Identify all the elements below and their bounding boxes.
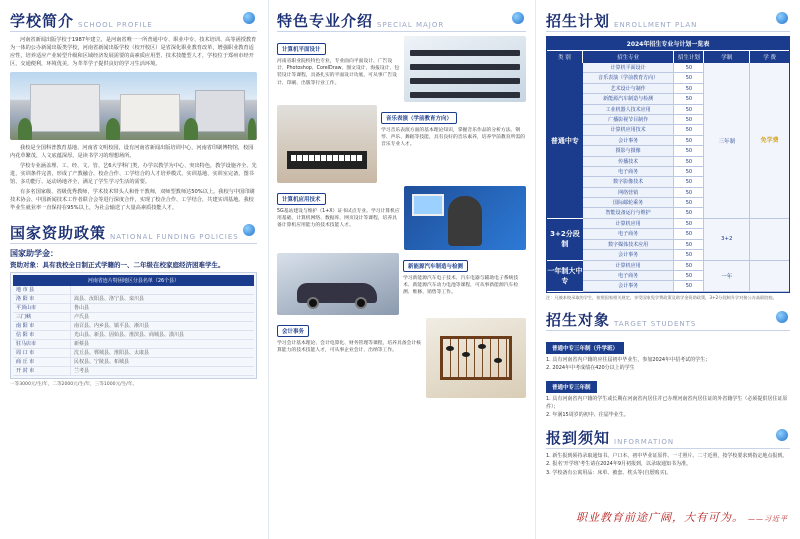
header-quota: 招生计划 xyxy=(674,51,704,63)
county-area: 开 封 市 xyxy=(13,367,71,375)
plan-major: 音乐表演（学前教育方向） xyxy=(583,73,675,83)
plan-quota: 50 xyxy=(674,188,704,198)
computer-photo xyxy=(404,186,526,250)
county-table xyxy=(10,272,257,379)
funding-header xyxy=(10,218,257,244)
enrollment-table-title: 2024年招生专业与计划一览表 xyxy=(547,37,789,50)
plan-note: 注：凡被本校录取的学生，按照国家相关规定，享受国家免学费政策及助学金资助政策，3+2分段制升学对接公办高职院校。 xyxy=(546,294,777,300)
funding-fine: 一等3000元/生/年，二等2000元/生/年，三等1000元/生/年。 xyxy=(10,382,138,387)
major-tag-music: 音乐表演（学前教育方向） xyxy=(381,112,457,124)
plan-major: 国际邮轮乘务 xyxy=(583,198,675,208)
plan-major: 广播影视节目制作 xyxy=(583,115,675,125)
plan-quota: 50 xyxy=(674,198,704,208)
music-photo xyxy=(277,105,377,183)
enrollment-table xyxy=(546,36,790,293)
notes-title: 报到须知 xyxy=(546,428,611,447)
slogan-text: 职业教育前途广阔，大有可为。 xyxy=(576,511,744,524)
plan-major: 电子商务 xyxy=(583,271,675,281)
target-item: 1. 具有河南省内户籍的学生或长期在河南省内居住并已办理河南省内居住证的外省籍学生（必须提供居住证原件）； xyxy=(546,395,788,410)
plan-header xyxy=(546,6,790,32)
county-area: 洛 阳 市 xyxy=(13,295,71,303)
plan-major: 艺术设计与制作 xyxy=(583,84,675,94)
plan-major: 会计事务 xyxy=(583,136,675,146)
plan-major: 会计事务 xyxy=(583,281,675,291)
funding-sub: 资助对象：具有我校全日制正式学籍的一、二年级在校家庭经济困难学生。 xyxy=(10,261,225,269)
majors-header xyxy=(277,6,526,32)
plan-duration: 一年 xyxy=(704,261,750,292)
county-list: 南召县、内乡县、镇平县、淅川县 xyxy=(74,323,150,329)
plan-quota: 50 xyxy=(674,125,704,135)
globe-icon xyxy=(512,12,524,24)
plan-title-en: ENROLLMENT PLAN xyxy=(614,21,698,29)
major-block-accounting xyxy=(277,318,526,398)
plan-quota: 50 xyxy=(674,157,704,167)
plan-major: 摄影与摄像 xyxy=(583,146,675,156)
plan-major: 工业机器人技术应用 xyxy=(583,105,675,115)
county-row xyxy=(13,304,254,313)
school-intro-para-4: 有多名国家级、省级优秀教师，学术技术带头人和骨干教师，双师型教师达50%以上。我校与中国印刷技术协会、中国新闻技术工作者联合会等进行深度合作，实现了校企合作、工学结合，共建实训基地。我校毕业生就业率一直保持在95%以上，为社会输送了大量高素质技能人才。 xyxy=(10,189,255,211)
panel-plan xyxy=(535,0,800,539)
notice-item: 2. 报名'开学班'考生请在2024年9月初报到，以录取通知书为准。 xyxy=(546,461,692,468)
design-classroom-photo xyxy=(404,36,526,102)
plan-category: 一年制大中专 xyxy=(547,261,583,292)
plan-group xyxy=(547,219,789,261)
school-intro-header xyxy=(10,6,257,32)
plan-major: 数字影像技术 xyxy=(583,177,675,187)
plan-major: 新能源汽车制造与检测 xyxy=(583,94,675,104)
target-group-label: 普通中专三年制（升学班） xyxy=(546,342,624,354)
school-intro-para-2: 我校是全国科普教育基地、河南省文明校园，设有河南省新闻出版培训中心，河南省印刷博物馆，校园内花草繁茂，人文底蕴深厚，是读书学习的理想场所。 xyxy=(10,145,254,159)
header-category: 类 别 xyxy=(547,51,583,63)
county-list xyxy=(71,286,254,294)
county-row xyxy=(13,286,254,295)
county-row xyxy=(13,295,254,304)
major-text-ev: 学习新能源汽车电子技术、汽车电器与辅助电子系统技术、新能源汽车动力电池等课程，可从事新能源汽车检测、维修、销售等工作。 xyxy=(403,276,519,296)
county-list: 民权县、宁陵县、柘城县 xyxy=(74,359,130,365)
major-block-ev xyxy=(277,253,526,315)
county-list: 光山县、新县、固始县、淮滨县、商城县、潢川县 xyxy=(74,332,185,338)
county-area: 驻马店市 xyxy=(13,340,71,348)
notice-item: 1. 新生报到须持录取通知书、户口本、初中毕业证原件、一寸照片、二寸近照，按学校要求到指定地点报到。 xyxy=(546,452,788,459)
globe-icon xyxy=(243,12,255,24)
county-list: 兰考县 xyxy=(74,368,90,374)
panel-school-intro xyxy=(0,0,267,539)
plan-quota: 50 xyxy=(674,146,704,156)
plan-duration: 三年制 xyxy=(704,63,750,219)
plan-fee: 免学费 xyxy=(750,63,789,219)
plan-quota: 50 xyxy=(674,208,704,218)
major-tag-accounting: 会计事务 xyxy=(277,325,309,337)
campus-photo xyxy=(10,72,257,140)
plan-quota: 50 xyxy=(674,105,704,115)
target-item: 2. 2024年中考成绩在420分以上的学生 xyxy=(546,365,635,372)
target-item: 1. 具有河南省内户籍的应往届初中毕业生，参加2024年中招考试的学生； xyxy=(546,356,711,363)
plan-category: 3+2分段制 xyxy=(547,219,583,261)
county-area: 地 市 县 xyxy=(13,286,71,294)
plan-major: 会计事务 xyxy=(583,250,675,260)
plan-title: 招生计划 xyxy=(546,12,611,30)
major-block-computer xyxy=(277,186,526,250)
plan-major: 计算机平面设计 xyxy=(583,63,675,73)
plan-major: 计算机应用 xyxy=(583,219,675,229)
county-area: 平顶山市 xyxy=(13,304,71,312)
header-major: 招生专业 xyxy=(583,51,675,63)
major-text-accounting: 学习会计基本理论、会计电算化、财务管理等课程，培养具备会计核算能力的技术技能人才，可从事企业会计、出纳等工作。 xyxy=(277,341,421,354)
county-list: 新蔡县 xyxy=(74,341,90,347)
notes-title-en: INFORMATION xyxy=(614,437,675,446)
funding-head: 国家助学金： xyxy=(10,249,58,258)
school-intro-title: 学校简介 xyxy=(10,12,75,30)
globe-icon xyxy=(776,429,788,441)
major-text-music: 学习音乐表演方面的基本理论知识，掌握音乐作品的分析方法、钢琴、声乐、舞蹈等技能，具有良好的音乐素养，培养学前教育所需的音乐专业人才。 xyxy=(381,128,525,148)
county-row xyxy=(13,322,254,331)
funding-title: 国家资助政策 xyxy=(10,224,107,242)
major-tag-design: 计算机平面设计 xyxy=(277,43,326,55)
plan-duration: 3+2 xyxy=(704,219,750,261)
funding-title-en: NATIONAL FUNDING POLICIES xyxy=(110,233,239,241)
plan-quota: 50 xyxy=(674,167,704,177)
plan-major: 网络营销 xyxy=(583,188,675,198)
majors-title-en: SPECIAL MAJOR xyxy=(377,21,445,29)
county-area: 商 丘 市 xyxy=(13,358,71,366)
plan-quota: 50 xyxy=(674,84,704,94)
plan-quota: 50 xyxy=(674,240,704,250)
notes-header xyxy=(546,423,790,449)
county-table-title: 河南省连片特困地区分县名单（26个县） xyxy=(13,275,254,286)
panel-majors xyxy=(268,0,534,539)
globe-icon xyxy=(776,12,788,24)
plan-major: 智能设备运行与维护 xyxy=(583,208,675,218)
plan-major: 计算机应用 xyxy=(583,261,675,271)
ev-photo xyxy=(277,253,399,315)
target-item: 2. 年满15周岁的初中、往届毕业生。 xyxy=(546,412,629,419)
plan-quota: 50 xyxy=(674,219,704,229)
targets-title: 招生对象 xyxy=(546,310,611,329)
notice-item: 3. 学校备有公寓用品：床单、被套、枕头等(自愿购买)。 xyxy=(546,469,672,476)
globe-icon xyxy=(243,224,255,236)
county-row xyxy=(13,331,254,340)
major-block-music xyxy=(277,105,526,183)
county-row xyxy=(13,340,254,349)
plan-fee xyxy=(750,219,789,261)
county-row xyxy=(13,358,254,367)
plan-quota: 50 xyxy=(674,229,704,239)
plan-fee xyxy=(750,261,789,292)
plan-quota: 50 xyxy=(674,73,704,83)
majors-title: 特色专业介绍 xyxy=(277,12,374,30)
plan-major: 数字媒体技术应用 xyxy=(583,240,675,250)
plan-quota: 50 xyxy=(674,63,704,73)
county-list: 嵩县、汝阳县、洛宁县、栾川县 xyxy=(74,296,145,302)
header-fee: 学 费 xyxy=(763,55,776,61)
county-area: 三门峡 xyxy=(13,313,71,321)
plan-group xyxy=(547,63,789,219)
plan-major: 电子商务 xyxy=(583,229,675,239)
plan-quota: 50 xyxy=(674,281,704,291)
plan-quota: 50 xyxy=(674,136,704,146)
slogan-author: ——习近平 xyxy=(748,515,788,523)
plan-category: 普通中专 xyxy=(547,63,583,219)
abacus-photo xyxy=(426,318,526,398)
county-list: 沈丘县、郸城县、淮阳县、太康县 xyxy=(74,350,150,356)
plan-quota: 50 xyxy=(674,271,704,281)
globe-icon xyxy=(776,311,788,323)
slogan xyxy=(576,509,788,525)
enrollment-table-header xyxy=(547,50,789,63)
plan-major: 电子商务 xyxy=(583,167,675,177)
major-text-computer: 5G基站建设与维护（1+X）证书试点专业。学习计算机应用基础、计算机网络、数据库、网页设计等课程，培养具备计算机应用能力的技术技能人才。 xyxy=(277,209,400,229)
targets-title-en: TARGET STUDENTS xyxy=(614,319,697,328)
target-group-label: 普通中专三年制 xyxy=(546,381,597,393)
school-intro-para-3: 学校专业涵盖理、工、经、文、管、艺6大学科门类，办学以教学为中心、突出特色，教学设施齐全、先进，实训条件完善，形成了产教融合、校企合作、工学结合的人才培养模式，实训基地、实训室完备，图书馆、多功能厅、运动场地齐全，满足了学生学习生活的需要。 xyxy=(10,163,257,185)
plan-major: 传播技术 xyxy=(583,157,675,167)
county-row xyxy=(13,367,254,376)
major-text-design: 河南省职业院校特色专业，专业面向平面设计、广告设计、Photoshop、CorelDraw、图文设计、海报设计、包装设计等课程，具备扎实的平面设计功底，可从事广告设计、印刷、出版等行业工作。 xyxy=(277,59,400,86)
targets-header xyxy=(546,305,790,331)
plan-group xyxy=(547,261,789,292)
school-intro-para-1: 河南省新闻出版学校于1987年建立，是河南省唯一一所普通中专、职业中专、技术培训、高等函授教育为一体的公办新闻出版类学校，河南省新闻出版学校（校开校区）是省深化职业教育改革，增强职业教育适应性，培养适应产业转型升级和区域经济发展需要的高素质应用型、技术技能型人才，学校位于郑州市经开区，交通便利，环境优美，为莘莘学子提供良好的学习生活环境。 xyxy=(10,37,257,67)
county-list: 卢氏县 xyxy=(74,314,90,320)
school-intro-title-en: SCHOOL PROFILE xyxy=(78,21,153,29)
plan-quota: 50 xyxy=(674,177,704,187)
plan-quota: 50 xyxy=(674,115,704,125)
plan-quota: 50 xyxy=(674,250,704,260)
plan-quota: 50 xyxy=(674,261,704,271)
plan-quota: 50 xyxy=(674,94,704,104)
county-area: 周 口 市 xyxy=(13,349,71,357)
county-area: 信 阳 市 xyxy=(13,331,71,339)
major-tag-computer: 计算机应用技术 xyxy=(277,193,326,205)
county-area: 南 阳 市 xyxy=(13,322,71,330)
county-list: 鲁山县 xyxy=(74,305,90,311)
header-duration: 学制 xyxy=(704,51,750,63)
major-block-design xyxy=(277,36,526,102)
county-row xyxy=(13,349,254,358)
plan-major: 计算机应用技术 xyxy=(583,125,675,135)
major-tag-ev: 新能源汽车制造与检测 xyxy=(403,260,468,272)
county-row xyxy=(13,313,254,322)
